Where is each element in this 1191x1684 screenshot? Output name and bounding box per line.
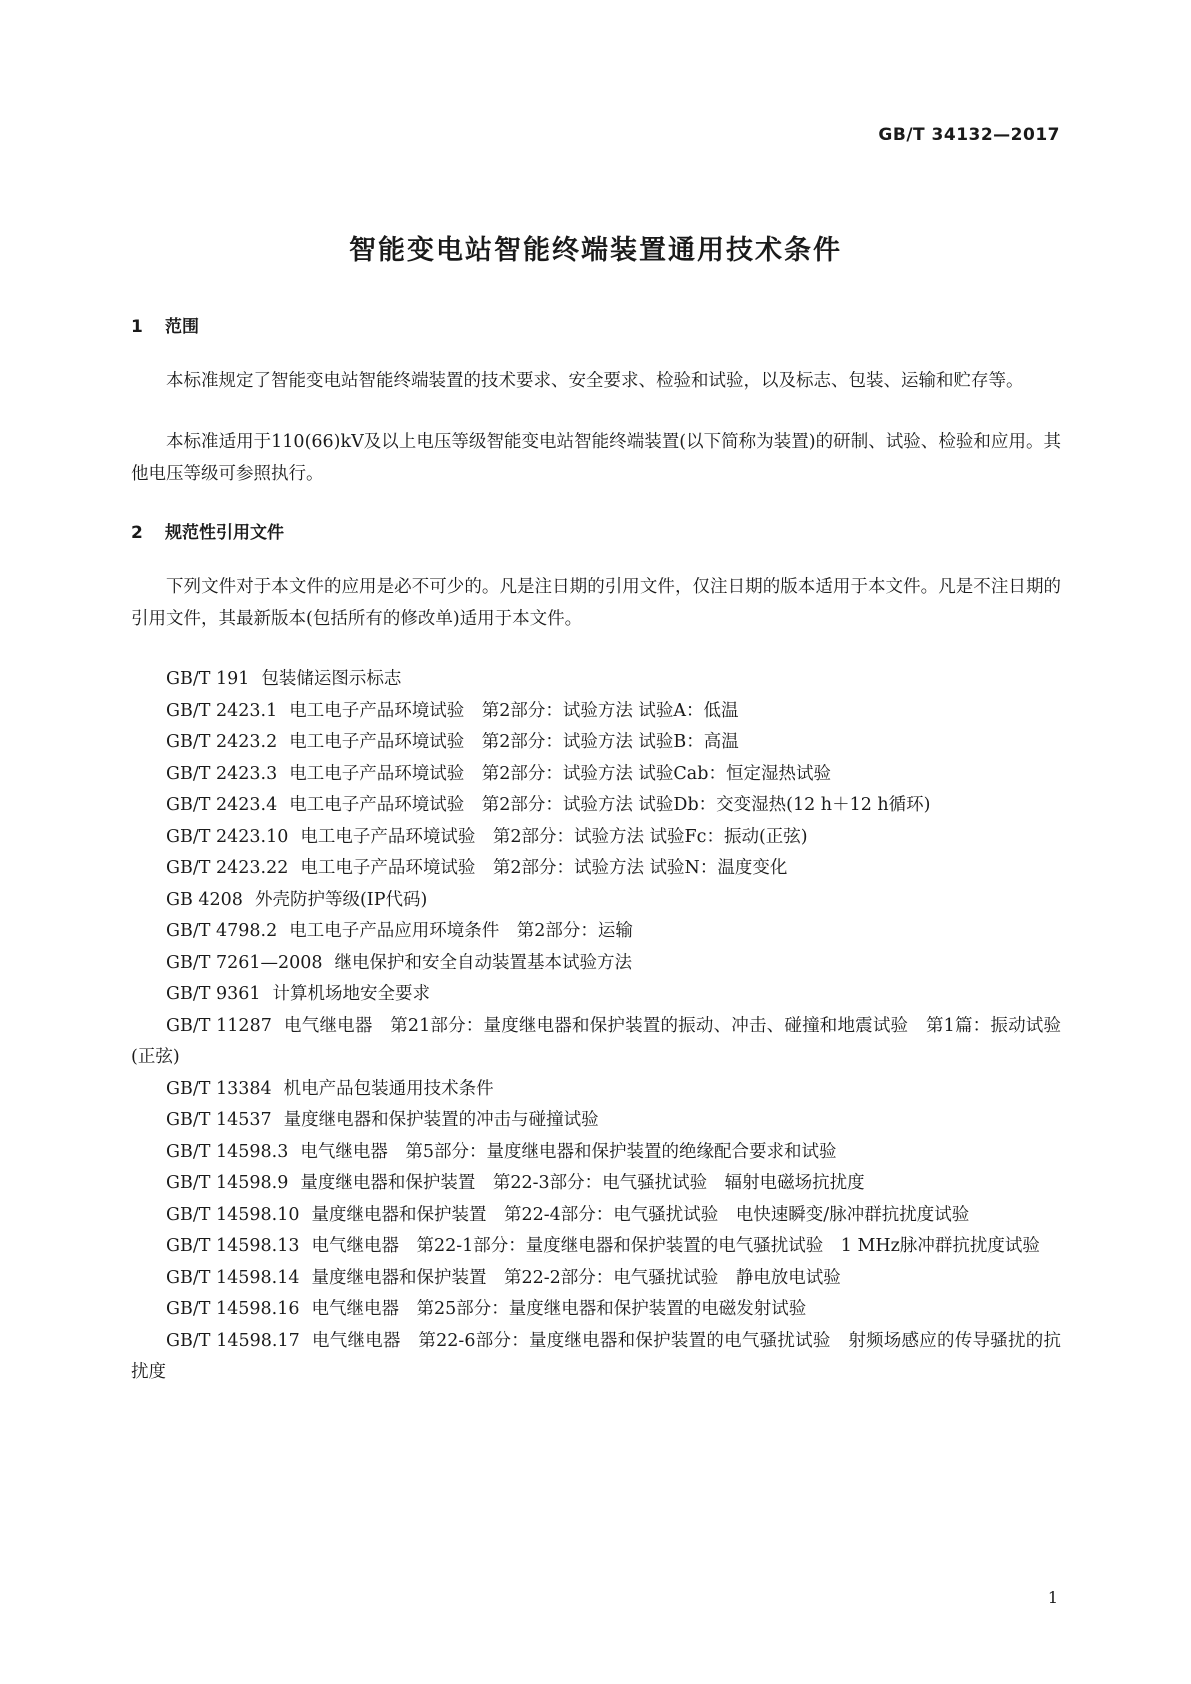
reference-code: GB/T 14598.10 (166, 1204, 300, 1225)
reference-code: GB/T 9361 (166, 984, 261, 1004)
reference-title: 量度继电器和保护装置 第22-2部分：电气骚扰试验 静电放电试验 (311, 1267, 841, 1288)
reference-item (131, 916, 1061, 948)
reference-title: 量度继电器和保护装置的冲击与碰撞试验 (283, 1110, 599, 1130)
reference-code: GB/T 14598.3 (166, 1141, 289, 1162)
reference-code: GB/T 2423.22 (166, 858, 289, 878)
reference-item (131, 1294, 1061, 1326)
reference-item (131, 790, 1061, 822)
reference-title: 量度继电器和保护装置 第22-4部分：电气骚扰试验 电快速瞬变/脉冲群抗扰度试验 (311, 1204, 970, 1225)
reference-item (131, 727, 1061, 759)
section-2-heading (131, 518, 284, 543)
reference-title: 电工电子产品环境试验 第2部分：试验方法 试验B：高温 (289, 732, 739, 752)
section-2-number: 2 (131, 523, 143, 543)
section-1-heading (131, 312, 199, 337)
reference-item (131, 1011, 1061, 1074)
reference-code: GB/T 2423.4 (166, 795, 278, 815)
reference-code: GB/T 14598.9 (166, 1173, 289, 1193)
reference-item (131, 1200, 1061, 1232)
reference-code: GB/T 191 (166, 669, 250, 689)
reference-item (131, 822, 1061, 854)
reference-title: 电工电子产品环境试验 第2部分：试验方法 试验Db：交变湿热(12 h＋12 h循环) (289, 795, 931, 815)
reference-title: 电工电子产品环境试验 第2部分：试验方法 试验N：温度变化 (300, 858, 788, 878)
section-1-paragraph-2: 本标准适用于110(66)kV及以上电压等级智能变电站智能终端装置(以下简称为装置)的研制、试验、检验和应用。其他电压等级可参照执行。 (131, 432, 1061, 484)
standard-code: GB/T 34132—2017 (878, 125, 1060, 145)
section-1-paragraph-1: 本标准规定了智能变电站智能终端装置的技术要求、安全要求、检验和试验，以及标志、包装、运输和贮存等。 (166, 371, 1024, 391)
reference-item (131, 1074, 1061, 1106)
reference-item (131, 948, 1061, 980)
reference-code: GB/T 2423.10 (166, 826, 289, 847)
reference-item (131, 1168, 1061, 1200)
reference-code: GB/T 2423.1 (166, 700, 278, 721)
reference-code: GB/T 4798.2 (166, 921, 278, 941)
section-2-title: 规范性引用文件 (165, 523, 284, 543)
reference-item (131, 979, 1061, 1011)
reference-item (131, 1105, 1061, 1137)
reference-item (131, 696, 1061, 728)
reference-code: GB/T 14537 (166, 1110, 272, 1130)
page-number: 1 (1047, 1588, 1058, 1607)
reference-title: 外壳防护等级(IP代码) (254, 889, 428, 910)
reference-item (131, 664, 1061, 696)
reference-item (131, 853, 1061, 885)
reference-code: GB 4208 (166, 889, 243, 910)
section-1-number: 1 (131, 317, 143, 337)
reference-code: GB/T 14598.16 (166, 1299, 300, 1319)
reference-item (131, 885, 1061, 917)
section-1-title: 范围 (165, 317, 199, 337)
reference-code: GB/T 7261—2008 (166, 952, 323, 973)
reference-title: 计算机场地安全要求 (272, 984, 431, 1004)
reference-title: 电工电子产品环境试验 第2部分：试验方法 试验Fc：振动(正弦) (300, 826, 808, 847)
reference-item (131, 759, 1061, 791)
section-2-intro: 下列文件对于本文件的应用是必不可少的。凡是注日期的引用文件，仅注日期的版本适用于本文件。凡是不注日期的引用文件，其最新版本(包括所有的修改单)适用于本文件。 (131, 577, 1061, 629)
reference-item (131, 1137, 1061, 1169)
reference-title: 电工电子产品应用环境条件 第2部分：运输 (289, 921, 633, 941)
reference-title: 电工电子产品环境试验 第2部分：试验方法 试验Cab：恒定湿热试验 (289, 763, 831, 784)
reference-code: GB/T 2423.3 (166, 763, 278, 784)
reference-list (131, 664, 1061, 1389)
reference-code: GB/T 14598.14 (166, 1267, 300, 1288)
reference-code: GB/T 14598.13 (166, 1236, 300, 1256)
reference-title: 包装储运图示标志 (261, 669, 402, 689)
reference-title: 电气继电器 第22-1部分：量度继电器和保护装置的电气骚扰试验 1 MHz脉冲群抗扰度试验 (311, 1236, 1040, 1256)
reference-title: 电气继电器 第22-6部分：量度继电器和保护装置的电气骚扰试验 射频场感应的传导骚扰的抗扰度 (131, 1330, 1061, 1382)
reference-item (131, 1263, 1061, 1295)
reference-title: 电工电子产品环境试验 第2部分：试验方法 试验A：低温 (289, 700, 739, 721)
reference-item (131, 1326, 1061, 1389)
reference-code: GB/T 13384 (166, 1078, 272, 1099)
reference-code: GB/T 11287 (166, 1015, 272, 1036)
reference-code: GB/T 14598.17 (166, 1330, 300, 1351)
reference-item (131, 1231, 1061, 1263)
reference-title: 继电保护和安全自动装置基本试验方法 (334, 952, 633, 973)
reference-code: GB/T 2423.2 (166, 732, 278, 752)
reference-title: 量度继电器和保护装置 第22-3部分：电气骚扰试验 辐射电磁场抗扰度 (300, 1173, 865, 1193)
document-title: 智能变电站智能终端装置通用技术条件 (349, 235, 842, 266)
reference-title: 电气继电器 第25部分：量度继电器和保护装置的电磁发射试验 (311, 1299, 807, 1319)
reference-title: 电气继电器 第21部分：量度继电器和保护装置的振动、冲击、碰撞和地震试验 第1篇：振动试验(正弦) (131, 1015, 1061, 1067)
reference-title: 机电产品包装通用技术条件 (283, 1078, 494, 1099)
reference-title: 电气继电器 第5部分：量度继电器和保护装置的绝缘配合要求和试验 (300, 1141, 837, 1162)
